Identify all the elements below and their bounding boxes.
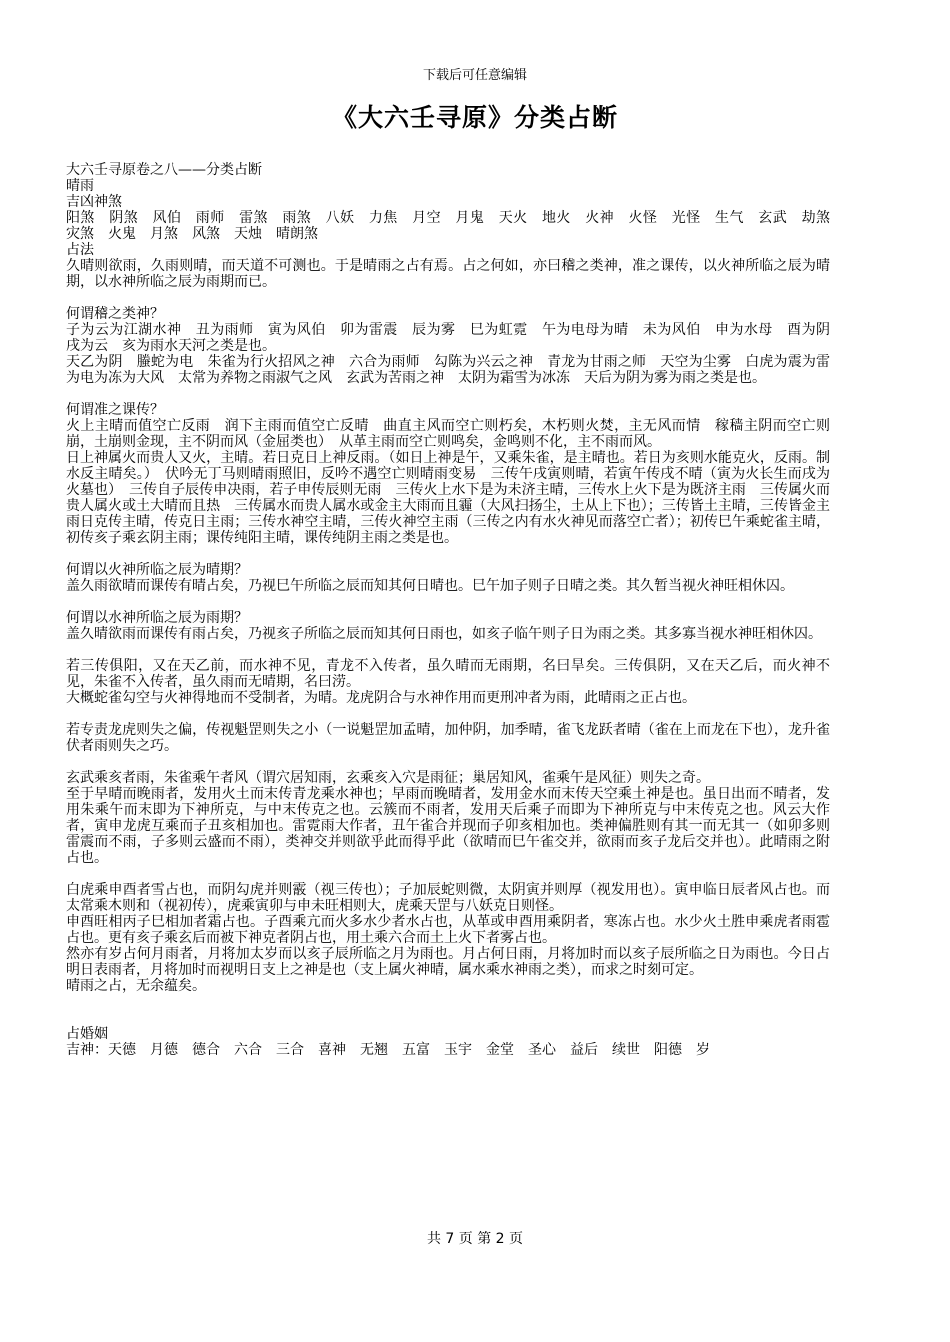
body-paragraph: 火上主晴而值空亡反雨 润下主雨而值空亡反晴 曲直主风而空亡则朽矣，木朽则火焚，主无风而情 稼穑主阴而空亡则崩，土崩则金现，主不阴而风（金屈类也） 从革主雨而空亡则鸣矣，金鸣则不化，主不雨而风。 — [66, 418, 830, 450]
paragraph-gap — [66, 642, 830, 658]
body-paragraph: 子为云为江湖水神 丑为雨师 寅为风伯 卯为雷震 辰为雾 巳为虹霓 午为电母为晴 未为风伯 申为水母 酉为阴 戌为云 亥为雨水天河之类是也。 — [66, 322, 844, 354]
body-paragraph: 阳煞 阴煞 风伯 雨师 雷煞 雨煞 八妖 力焦 月空 月鬼 天火 地火 火神 火怪 光怪 生气 玄武 劫煞 灾煞 火鬼 月煞 风煞 天烛 晴朗煞 — [66, 210, 844, 242]
body-paragraph: 盖久晴欲雨而课传有雨占矣，乃视亥子所临之辰而知其何日雨也，如亥子临午则子日为雨之类。其多寡当视水神旺相休囚。 — [66, 626, 822, 642]
body-paragraph: 久晴则欲雨，久雨则晴，而天道不可测也。于是晴雨之占有焉。占之何如，亦曰稽之类神，准之课传，以火神所临之辰为晴期，以水神所临之辰为雨期而已。 — [66, 258, 830, 290]
body-paragraph: 何谓以火神所临之辰为晴期？ — [66, 562, 248, 578]
body-paragraph: 晴雨 — [66, 178, 94, 194]
paragraph-gap — [66, 994, 830, 1010]
paragraph-gap — [66, 594, 830, 610]
paragraph-gap — [66, 754, 830, 770]
body-paragraph: 盖久雨欲晴而课传有晴占矣，乃视巳午所临之辰而知其何日晴也。巳午加子则子日晴之类。其久暂当视火神旺相休囚。 — [66, 578, 794, 594]
document-title: 《大六壬寻原》分类占断 — [331, 103, 618, 132]
page-footer: 共 7 页 第 2 页 — [426, 1231, 524, 1247]
body-paragraph: 玄武乘亥者雨，朱雀乘午者风（谓穴居知雨，玄乘亥入穴是雨征；巢居知风，雀乘午是风征）则失之奇。 — [66, 770, 710, 786]
body-paragraph: 申酉旺相丙子巳相加者霜占也。子酉乘亢而火多水少者水占也，从革或申酉用乘阴者，寒冻占也。水少火土胜申乘虎者雨雹占也。更有亥子乘玄后而被下神克者阴占也，用土乘六合而土上火下者雾占也。 — [66, 914, 830, 946]
paragraph-gap — [66, 290, 830, 306]
body-paragraph: 吉神：天德 月德 德合 六合 三合 喜神 无翘 五富 玉宇 金堂 圣心 益后 续世 阳德 岁 — [66, 1042, 710, 1058]
body-paragraph: 若专责龙虎则失之偏，传视魁罡则失之小（一说魁罡加孟晴，加仲阴，加季晴，雀飞龙跃者晴（雀在上而龙在下也），龙升雀伏者雨则失之巧。 — [66, 722, 830, 754]
body-paragraph: 白虎乘申酉者雪占也，而阴勾虎并则霰（视三传也）；子加辰蛇则微，太阴寅并则厚（视发用也）。寅申临日辰者风占也。而太常乘木则和（视初传），虎乘寅卯与申未旺相则大，虎乘天罡与八妖克日则怪。 — [66, 882, 830, 914]
body-paragraph: 晴雨之占，无余蕴矣。 — [66, 978, 206, 994]
body-paragraph: 至于早晴而晚雨者，发用火土而末传青龙乘水神也；早雨而晚晴者，发用金水而末传天空乘土神是也。虽日出而不晴者，发用朱乘午而末即为下神所克，与中末传克之也。云簇而不雨者，发用天后乘子而即为下神所克与中末传克之也。风云大作者，寅申龙虎互乘而子丑亥相加也。雷霓雨大作者，丑午雀合并现而子卯亥相加也。类神偏胜则有其一而无其一（如卯多则雷震而不雨，子多则云盛而不雨），类神交并则欲乎此而得乎此（欲晴而巳午雀交并，欲雨而亥子龙后交并也）。此晴雨之附占也。 — [66, 786, 830, 866]
body-paragraph: 若三传俱阳，又在天乙前，而水神不见，青龙不入传者，虽久晴而无雨期，名曰旱矣。三传俱阴，又在天乙后，而火神不见，朱雀不入传者，虽久雨而无晴期，名曰涝。 — [66, 658, 830, 690]
paragraph-gap — [66, 866, 830, 882]
paragraph-gap — [66, 386, 830, 402]
body-paragraph: 大概蛇雀勾空与火神得地而不受制者，为晴。龙虎阴合与水神作用而更刑冲者为雨，此晴雨之正占也。 — [66, 690, 696, 706]
body-paragraph: 何谓以水神所临之辰为雨期？ — [66, 610, 248, 626]
body-paragraph: 天乙为阴 螣蛇为电 朱雀为行火招风之神 六合为雨师 勾陈为兴云之神 青龙为甘雨之师 天空为尘雾 白虎为震为雷为电为冻为大风 太常为养物之雨淑气之风 玄武为苦雨之神 太阴为霜雪为冰冻 天后为阴为雾为雨之类是也。 — [66, 354, 830, 386]
body-paragraph: 大六壬寻原卷之八——分类占断 — [66, 162, 262, 178]
paragraph-gap — [66, 706, 830, 722]
page-header-note: 下载后可任意编辑 — [422, 68, 527, 83]
document-body — [66, 162, 844, 1058]
body-paragraph: 占法 — [66, 242, 94, 258]
body-paragraph: 占婚姻 — [66, 1026, 108, 1042]
paragraph-gap — [66, 546, 830, 562]
body-paragraph: 吉凶神煞 — [66, 194, 122, 210]
body-paragraph: 何谓准之课传？ — [66, 402, 164, 418]
body-paragraph: 然亦有岁占何月雨者，月将加太岁而以亥子辰所临之月为雨也。月占何日雨，月将加时而以亥子辰所临之日为雨也。今日占明日表雨者，月将加时而视明日支上之神是也（支上属火神晴，属水乘水神雨之类），而求之时刻可定。 — [66, 946, 830, 978]
body-paragraph: 日上神属火而贵人又火，主晴。若日克日上神反雨。（如日上神是午，又乘朱雀，是主晴也。若日为亥则水能克火，反雨。制水反主晴矣。） 伏吟无丁马则晴雨照旧，反吟不遇空亡则晴雨变易 三传午戌寅则晴，若寅午传戌不晴（寅为火长生而戌为火墓也） 三传自子辰传申决雨，若子申传辰则无雨 三传火上水下是为未济主晴，三传水上火下是为既济主雨 三传属火而贵人属火或土大晴而且热 三传属水而贵人属水或金主大雨而且霾（大风扫扬尘，土从上下也）；三传皆土主晴，三传皆金主雨日克传主晴，传克日主雨；三传水神空主晴，三传火神空主雨（三传之内有水火神见而落空亡者）；初传巳午乘蛇雀主晴，初传亥子乘玄阴主雨；课传纯阳主晴，课传纯阴主雨之类是也。 — [66, 450, 830, 546]
body-paragraph: 何谓稽之类神？ — [66, 306, 164, 322]
paragraph-gap — [66, 1010, 830, 1026]
